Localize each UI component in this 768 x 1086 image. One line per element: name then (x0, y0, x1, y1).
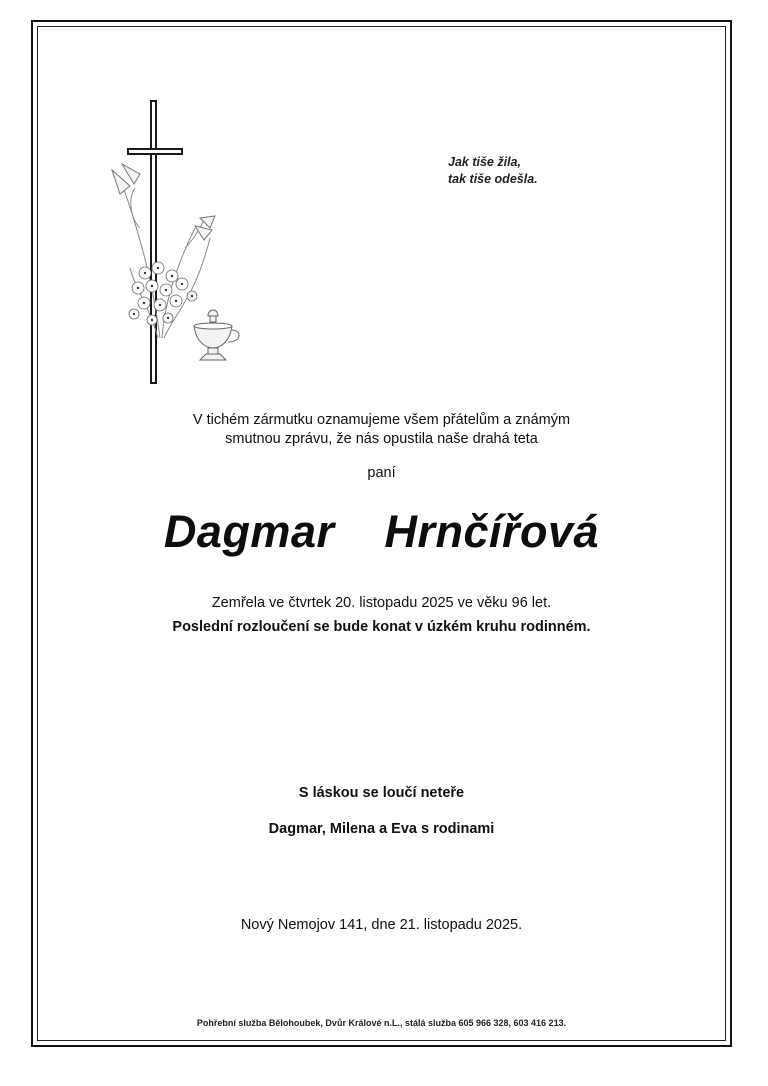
farewell-info: Poslední rozloučení se bude konat v úzkém kruhu rodinném. (172, 619, 591, 635)
announcement-line-1: V tichém zármutku oznamujeme všem přátelům a známým (192, 412, 571, 428)
deceased-name: Dagmar Hrnčířová (163, 506, 600, 557)
funeral-service-footer: Pohřební služba Bělohoubek, Dvůr Králové n.L., stálá služba 605 966 328, 603 416 213. (196, 1018, 567, 1028)
announcement (37, 411, 726, 449)
motto-line-2: tak tiše odešla. (448, 172, 538, 186)
motto (448, 154, 538, 188)
relatives: Dagmar, Milena a Eva s rodinami (268, 821, 495, 837)
death-info: Zemřela ve čtvrtek 20. listopadu 2025 ve věku 96 let. (211, 595, 552, 611)
place-date: Nový Nemojov 141, dne 21. listopadu 2025. (240, 917, 523, 933)
salutation: paní (367, 465, 396, 481)
announcement-line-2: smutnou zprávu, že nás opustila naše drahá teta (225, 431, 538, 447)
signoff: S láskou se loučí neteře (298, 785, 465, 801)
cross-with-lilies-and-urn-icon (100, 98, 250, 388)
motto-line-1: Jak tiše žila, (448, 155, 521, 169)
